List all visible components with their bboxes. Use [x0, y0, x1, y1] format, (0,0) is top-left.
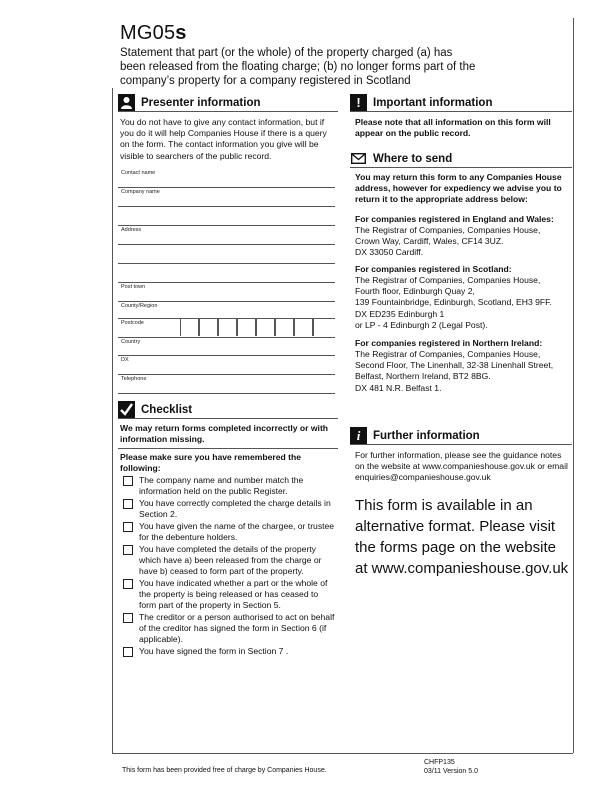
checklist-heading: Checklist [118, 401, 338, 419]
checklist-intro: Please make sure you have remembered the following: [120, 452, 302, 474]
company-name-field[interactable]: Company name [118, 187, 335, 207]
checklist-divider [118, 448, 338, 449]
checkmark-icon [118, 401, 135, 418]
exclamation-icon: ! [350, 94, 367, 111]
important-text: Please note that all information on this form will appear on the public record. [355, 117, 551, 139]
checklist-item-1: The company name and number match the information held on the public Register. [122, 475, 337, 497]
telephone-field[interactable]: Telephone [118, 374, 335, 394]
england-heading: For companies registered in England and Wales: [355, 214, 554, 224]
checklist-item-2: You have correctly completed the charge details in Section 2. [122, 498, 337, 520]
checklist-item-4: You have completed the details of the property which have a) been released from the charge or have b) ceased to form part of the property. [122, 544, 337, 578]
checkbox[interactable] [123, 579, 133, 589]
footer-rule [112, 753, 573, 754]
contact-name-field[interactable]: Contact name [118, 168, 335, 188]
ni-heading: For companies registered in Northern Ireland: [355, 338, 543, 348]
envelope-icon [350, 150, 367, 167]
footer-note: This form has been provided free of charge by Companies House. [122, 767, 327, 774]
checklist-item-5: You have indicated whether a part or the whole of the property is being released or has ceased to form part of the property in Section 5. [122, 578, 337, 612]
county-field[interactable]: County/Region [118, 301, 335, 319]
left-margin-rule [112, 88, 113, 753]
form-title: Statement that part (or the whole) of the property charged (a) has been released from the floating charge; (b) no longer forms part of the company’s property for a company registered in Scotland [120, 47, 476, 88]
checkbox[interactable] [123, 613, 133, 623]
right-margin-rule [573, 18, 574, 753]
checklist-warning: We may return forms completed incorrectly or with information missing. [120, 423, 329, 445]
checklist-item-7: You have signed the form in Section 7 . [122, 646, 337, 657]
scotland-heading: For companies registered in Scotland: [355, 264, 512, 274]
checkbox[interactable] [123, 476, 133, 486]
info-icon: i [350, 427, 367, 444]
postcode-field[interactable]: Postcode [118, 318, 335, 338]
alt-format-notice: This form is available in an alternative format. Please visit the forms page on the website at www.companieshouse.gov.uk [355, 497, 569, 577]
company-name-field-2[interactable] [118, 206, 335, 226]
where-to-send-heading: Where to send [350, 150, 572, 168]
where-to-send-intro: You may return this form to any Companies House address, however for expediency we advise you to return it to the appropriate address below: [355, 172, 562, 205]
footer-version: CHFP135 03/11 Version 5.0 [424, 759, 478, 775]
form-code: MG05s [120, 22, 187, 44]
checkbox[interactable] [123, 647, 133, 657]
presenter-intro: You do not have to give any contact information, but if you do it will help Companies House if there is a query on the form. The contact information you give will be visible to searchers of the public record. [120, 117, 327, 161]
scotland-address: The Registrar of Companies, Companies House, Fourth floor, Edinburgh Quay 2, 139 Fountainbridge, Edinburgh, Scotland, EH3 9FF. DX ED235 Edinburgh 1 or LP - 4 Edinburgh 2 (Legal Post). [355, 275, 552, 330]
country-field[interactable]: Country [118, 337, 335, 356]
further-text: For further information, please see the guidance notes on the website at www.companieshouse.gov.uk or email enquiries@companieshouse.gov.uk [355, 450, 568, 483]
dx-field[interactable]: DX [118, 355, 335, 375]
important-heading: ! Important information [350, 94, 572, 112]
ni-address: The Registrar of Companies, Companies House, Second Floor, The Linenhall, 32-38 Linenhall Street, Belfast, Northern Ireland, BT2 8BG. DX 481 N.R. Belfast 1. [355, 349, 554, 393]
checkbox[interactable] [123, 522, 133, 532]
checkbox[interactable] [123, 545, 133, 555]
post-town-field[interactable]: Post town [118, 282, 335, 302]
further-heading: i Further information [350, 427, 572, 445]
checkbox[interactable] [123, 499, 133, 509]
checklist-item-6: The creditor or a person authorised to act on behalf of the creditor has signed the form in Section 6 (if applicable). [122, 612, 337, 646]
person-icon [118, 94, 135, 111]
checklist-item-3: You have given the name of the chargee, or trustee for the debenture holders. [122, 521, 337, 543]
england-address: The Registrar of Companies, Companies House, Crown Way, Cardiff, Wales, CF14 3UZ. DX 33050 Cardiff. [355, 225, 541, 258]
address-field-1[interactable]: Address [118, 225, 335, 245]
address-field-2[interactable] [118, 244, 335, 264]
address-field-3[interactable] [118, 263, 335, 283]
presenter-heading: Presenter information [118, 94, 338, 112]
